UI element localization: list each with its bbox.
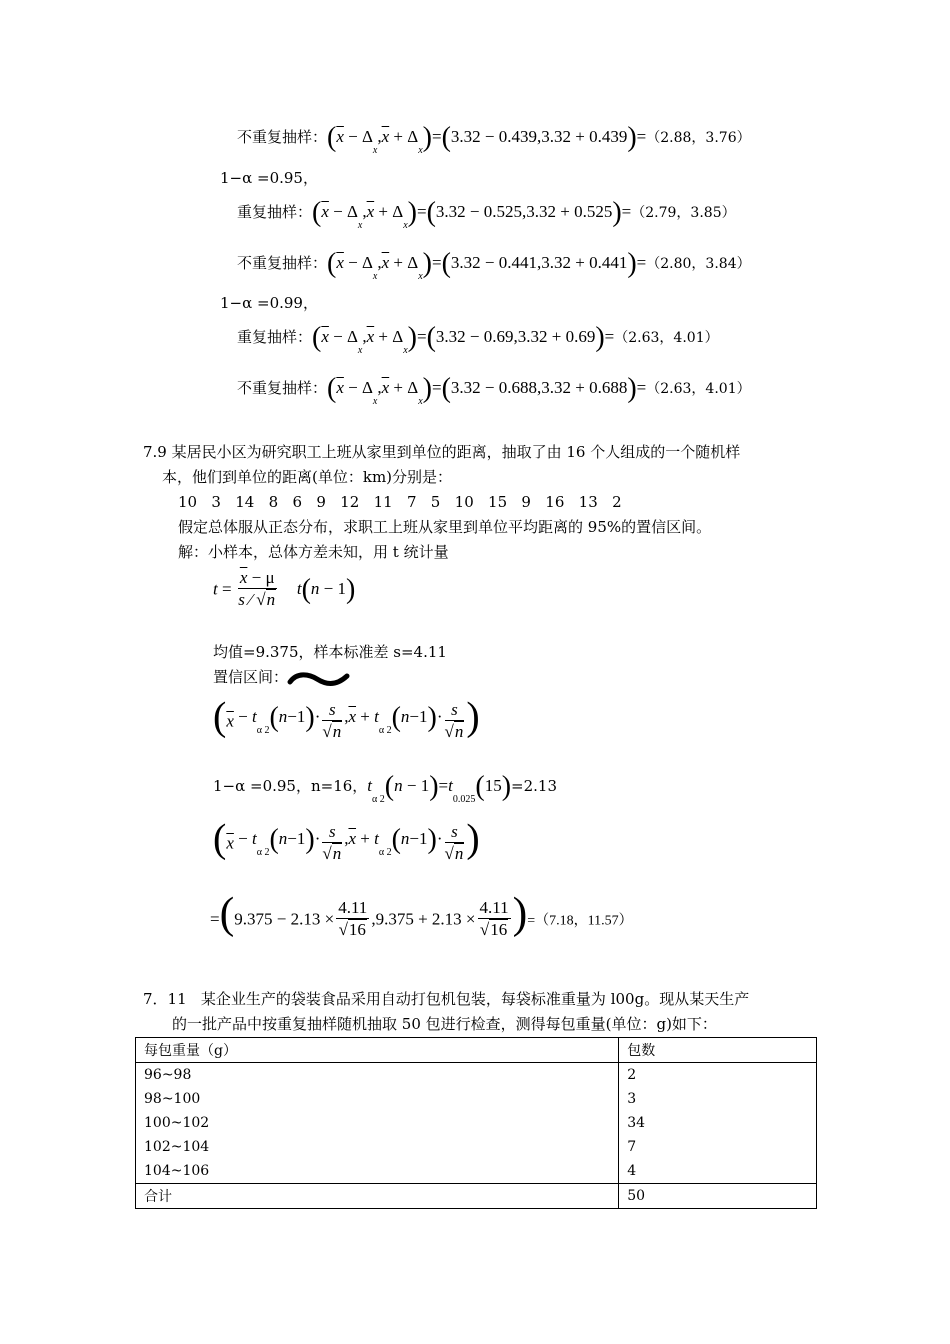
table-row bbox=[136, 1111, 817, 1135]
table-header-row bbox=[136, 1038, 817, 1063]
table-header: 包数 bbox=[619, 1038, 817, 1063]
q79-ci-label: 置信区间： bbox=[213, 668, 289, 686]
interval-label: 不重复抽样： bbox=[237, 128, 328, 146]
final-numerator: 4.11 bbox=[479, 898, 509, 917]
table-row bbox=[136, 1159, 817, 1184]
q79-line-4: 解：小样本，总体方差未知，用 t 统计量 bbox=[178, 543, 449, 561]
table-cell: 100~102 bbox=[136, 1111, 619, 1135]
table-row bbox=[136, 1135, 817, 1159]
interval-result: （2.80，3.84） bbox=[646, 256, 751, 272]
t-statistic-formula: t = $\frac{\overline{x} - \mu}{s ⁄ √n}$ t(n − 1) bbox=[213, 568, 356, 609]
table-cell: 合计 bbox=[136, 1184, 619, 1209]
interval-inner: 3.32 − 0.439,3.32 + 0.439 bbox=[450, 127, 628, 146]
interval-result: （2.63，4.01） bbox=[646, 381, 751, 397]
q79-mean-line: 均值=9.375，样本标准差 s=4.11 bbox=[213, 643, 447, 661]
final-numerator: 4.11 bbox=[338, 898, 368, 917]
final-denominator: 16 bbox=[348, 920, 366, 939]
interval-line-4: 重复抽样：$(\overline{x} - \Delta_x,\overline{x} + \Delta_x)=(3.32 - 0.69,3.32 + 0.69)=(2.63$，4.01） bbox=[237, 322, 719, 356]
final-result: =（7.18，11.57） bbox=[527, 913, 633, 929]
interval-line-2: 重复抽样：$(\overline{x} - \Delta_x,\overline{x} + \Delta_x)=(3.32 - 0.525,3.32 + 0.525)=(2.79$，3.85） bbox=[237, 197, 736, 231]
interval-line-1: 不重复抽样：$(\overline{x} - \Delta_x,\overline{x} + \Delta_x)=(3.32 - 0.439,3.32 + 0.439)=(2.88$，3.76） bbox=[237, 122, 751, 156]
table-total-row bbox=[136, 1184, 817, 1209]
condition-line: 1−α =0.95，n=16，$t_{\alpha 2}(n - 1)=t_{0.025}(15)=2.13$ bbox=[213, 771, 557, 805]
interval-result: （2.63，4.01） bbox=[614, 330, 719, 346]
interval-result: （2.88，3.76） bbox=[646, 130, 751, 146]
final-result-formula: =(9.375 − 2.13 × $\frac{4.11}{√16}$ ,9.375 + 2.13 × $\frac{4.11}{√16}$ )=（7.18，11.57） bbox=[210, 888, 633, 939]
table-cell: 98~100 bbox=[136, 1087, 619, 1111]
q79-line-1: 7.9 某居民小区为研究职工上班从家里到单位的距离，抽取了由 16 个人组成的一个随机样 bbox=[143, 443, 741, 461]
ci-formula-2: ($\overline{x} - t_{\alpha 2}(n-1)\cdot$ $\frac{s}{√n}$ $,\overline{x} + t_{\alpha 2}(n-1)\cdot$ $\frac{s}{√n}$ ) bbox=[213, 815, 480, 863]
table-cell: 2 bbox=[619, 1063, 817, 1088]
table-cell: 7 bbox=[619, 1135, 817, 1159]
table-cell: 102~104 bbox=[136, 1135, 619, 1159]
interval-inner: 3.32 − 0.441,3.32 + 0.441 bbox=[450, 253, 628, 272]
squiggle-mark bbox=[287, 670, 351, 690]
table-cell: 104~106 bbox=[136, 1159, 619, 1184]
table-row bbox=[136, 1087, 817, 1111]
interval-result: （2.79，3.85） bbox=[631, 205, 736, 221]
q711-line-1: 7．11 某企业生产的袋装食品采用自动打包机包装，每袋标准重量为 l00g。现从某天生产 bbox=[143, 990, 750, 1008]
alpha-header-99: 1−α =0.99， bbox=[220, 294, 318, 312]
q79-numbers: 10 3 14 8 6 9 12 11 7 5 10 15 9 16 13 2 bbox=[178, 493, 622, 511]
interval-inner: 3.32 − 0.69,3.32 + 0.69 bbox=[435, 327, 596, 346]
table-row bbox=[136, 1063, 817, 1088]
final-mid: ,9.375 + 2.13 × bbox=[371, 909, 476, 929]
interval-label: 重复抽样： bbox=[237, 203, 313, 221]
final-inner: 9.375 − 2.13 × bbox=[234, 909, 335, 929]
table-cell: 50 bbox=[619, 1184, 817, 1209]
condition-result: =2.13 bbox=[511, 777, 557, 795]
table-cell: 96~98 bbox=[136, 1063, 619, 1088]
final-denominator: 16 bbox=[490, 920, 508, 939]
table-cell: 4 bbox=[619, 1159, 817, 1184]
alpha-header-95: 1−α =0.95， bbox=[220, 169, 318, 187]
interval-inner: 3.32 − 0.525,3.32 + 0.525 bbox=[435, 202, 613, 221]
interval-label: 不重复抽样： bbox=[237, 254, 328, 272]
q79-line-2: 本，他们到单位的距离(单位：km)分别是： bbox=[162, 468, 453, 486]
table-header: 每包重量（g） bbox=[136, 1038, 619, 1063]
interval-line-5: 不重复抽样：$(\overline{x} - \Delta_x,\overline{x} + \Delta_x)=(3.32 - 0.688,3.32 + 0.688)=(2.63$，4.01） bbox=[237, 373, 751, 407]
interval-inner: 3.32 − 0.688,3.32 + 0.688 bbox=[450, 378, 628, 397]
q79-line-3: 假定总体服从正态分布，求职工上班从家里到单位平均距离的 95%的置信区间。 bbox=[178, 518, 712, 536]
interval-line-3: 不重复抽样：$(\overline{x} - \Delta_x,\overline{x} + \Delta_x)=(3.32 - 0.441,3.32 + 0.441)=(2.80$，3.84） bbox=[237, 248, 751, 282]
table-cell: 3 bbox=[619, 1087, 817, 1111]
q711-line-2: 的一批产品中按重复抽样随机抽取 50 包进行检查，测得每包重量(单位：g)如下： bbox=[172, 1015, 717, 1033]
interval-label: 不重复抽样： bbox=[237, 379, 328, 397]
interval-label: 重复抽样： bbox=[237, 328, 313, 346]
table-cell: 34 bbox=[619, 1111, 817, 1135]
condition-prefix: 1−α =0.95，n=16， bbox=[213, 777, 368, 795]
ci-formula-1: ($\overline{x} - t_{\alpha 2}(n-1)\cdot$ $\frac{s}{√n}$ $,\overline{x} + t_{\alpha 2}(n-1)\cdot$ $\frac{s}{√n}$ ) bbox=[213, 693, 480, 741]
weight-table bbox=[135, 1037, 817, 1209]
